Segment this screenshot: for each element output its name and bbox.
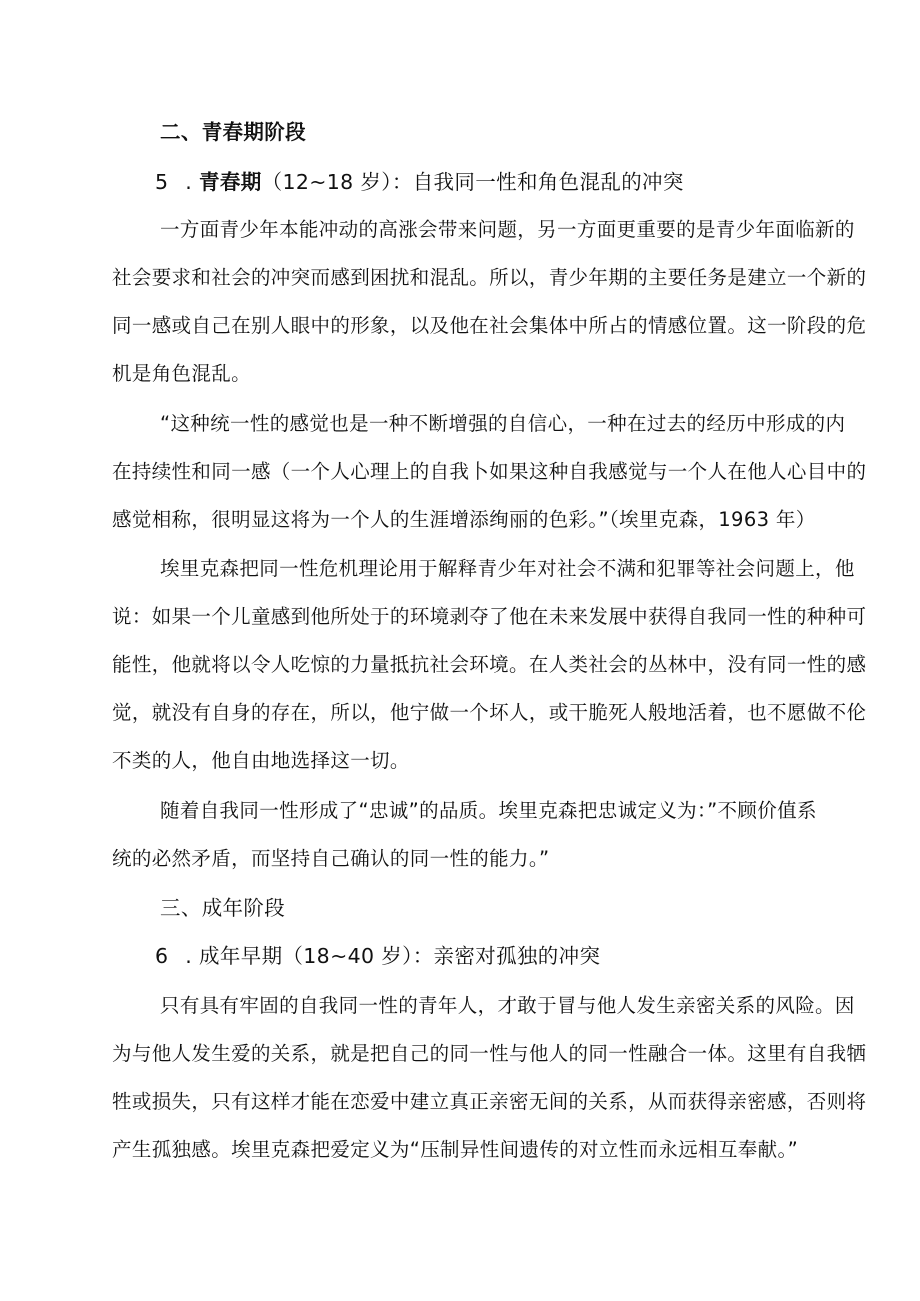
stage-5-number: 5	[155, 170, 169, 194]
stage-5-heading	[155, 168, 684, 196]
quote-line: 在持续性和同一感（一个人心理上的自我卜如果这种自我感觉与一个人在他人心目中的	[112, 460, 867, 483]
paragraph-line: 一方面青少年本能冲动的高涨会带来问题，另一方面更重要的是青少年面临新的	[160, 218, 855, 241]
paragraph-line: 随着自我同一性形成了“忠诚”的品质。埃里克森把忠诚定义为：”不顾价值系	[160, 799, 817, 822]
paragraph-line: 同一感或自己在别人眼中的形象，以及他在社会集体中所占的情感位置。这一阶段的危	[112, 314, 867, 337]
stage-6-heading	[155, 942, 600, 970]
paragraph-line: 社会要求和社会的冲突而感到困扰和混乱。所以，青少年期的主要任务是建立一个新的	[112, 266, 867, 289]
paragraph-line: 牲或损失，只有这样才能在恋爱中建立真正亲密无间的关系，从而获得亲密感，否则将	[112, 1090, 867, 1113]
section-heading-adulthood: 三、成年阶段	[160, 896, 286, 920]
paragraph-line: 埃里克森把同一性危机理论用于解释青少年对社会不满和犯罪等社会问题上，他	[160, 557, 855, 580]
quote-line: “这种统一性的感觉也是一种不断增强的自信心，一种在过去的经历中形成的内	[160, 412, 846, 435]
paragraph-line: 说：如果一个儿童感到他所处于的环境剥夺了他在未来发展中获得自我同一性的种种可	[112, 605, 867, 628]
stage-5-separator: .	[185, 170, 193, 194]
paragraph-line: 只有具有牢固的自我同一性的青年人，才敢于冒与他人发生亲密关系的风险。因	[160, 994, 855, 1017]
paragraph-line: 不类的人，他自由地选择这一切。	[112, 749, 410, 772]
paragraph-line: 机是角色混乱。	[112, 362, 251, 385]
paragraph-line: 觉，就没有自身的存在，所以，他宁做一个坏人，或干脆死人般地活着，也不愿做不伦	[112, 701, 867, 724]
paragraph-line: 为与他人发生爱的关系，就是把自己的同一性与他人的同一性融合一体。这里有自我牺	[112, 1042, 867, 1065]
quote-line: 感觉相称，很明显这将为一个人的生涯增添绚丽的色彩。”（埃里克森，1963 年）	[112, 508, 816, 531]
stage-6-title: 成年早期（18~40 岁）：亲密对孤独的冲突	[199, 944, 601, 968]
paragraph-line: 能性，他就将以令人吃惊的力量抵抗社会环境。在人类社会的丛林中，没有同一性的感	[112, 653, 867, 676]
stage-6-number: 6	[155, 944, 169, 968]
stage-5-title: 青春期	[199, 170, 262, 194]
stage-6-separator: .	[185, 944, 193, 968]
stage-5-description: （12~18 岁）：自我同一性和角色混乱的冲突	[261, 170, 684, 194]
paragraph-line: 产生孤独感。埃里克森把爱定义为“压制异性间遗传的对立性而永远相互奉献。”	[112, 1138, 799, 1161]
section-heading-adolescence: 二、青春期阶段	[160, 120, 306, 144]
paragraph-line: 统的必然矛盾，而坚持自己确认的同一性的能力。”	[112, 847, 550, 870]
